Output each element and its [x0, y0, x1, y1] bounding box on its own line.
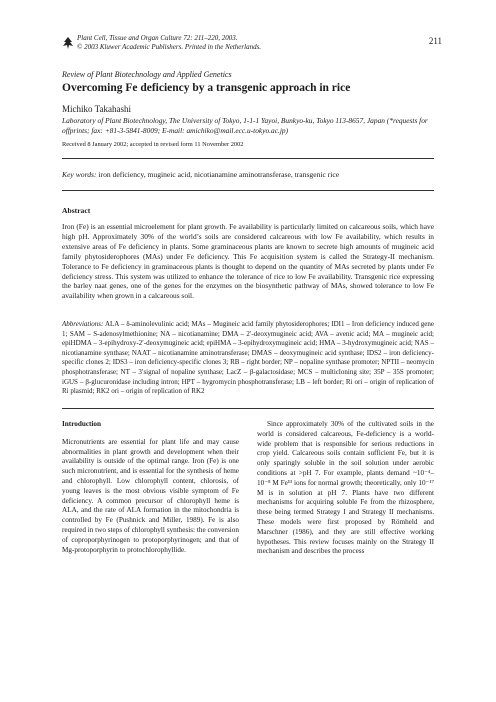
left-column: [62, 420, 239, 555]
abbreviations-label: Abbreviations:: [62, 320, 104, 328]
keywords: [62, 170, 434, 179]
abstract-body: Iron (Fe) is an essential microelement for plant growth. Fe availability is particularly limited on calcareous soils, which have high pH. Approximately 30% of the world’s soils are considered calcareous with low Fe availability, which results in extensive areas of Fe deficiency in plants. Some graminaceous plants are known to secrete high amounts of mugineic acid family phytosiderophores (MAs) under Fe deficiency. This Fe acquisition system is called the Strategy-II mechanism. Tolerance to Fe deficiency in graminaceous plants is thought to depend on the quantity of MAs secreted by plants under Fe deficiency stress. This system was utilized to enhance the tolerance of rice to low Fe availability. Transgenic rice expressing the barley naat genes, one of the genes for the enzymes on the biosynthetic pathway of MAs, showed tolerance to low Fe availability when grown in a calcareous soil.: [62, 222, 434, 301]
keywords-label: Key words:: [62, 170, 97, 179]
divider: [62, 408, 434, 409]
affiliation: Laboratory of Plant Biotechnology, The University of Tokyo, 1-1-1 Yayoi, Bunkyo-ku, Tokyo 113-8657, Japan (*requests for offprints; fax: +81-3-5841-8009; E-mail: amichiko@mail.ecc.u-tokyo.ac.jp): [62, 116, 428, 135]
page-header: [62, 34, 442, 60]
page-number: 211: [428, 36, 442, 46]
divider: [62, 158, 434, 159]
divider: [62, 190, 434, 191]
introduction-heading: Introduction: [62, 420, 102, 428]
journal-citation: [77, 34, 261, 52]
abstract-heading: Abstract: [62, 206, 91, 215]
abbreviations: [62, 320, 434, 397]
keywords-text: iron deficiency, mugineic acid, nicotianamine aminotransferase, transgenic rice: [98, 170, 340, 179]
publisher-logo-icon: [62, 36, 74, 50]
author: Michiko Takahashi: [62, 104, 131, 114]
journal-line-1: Plant Cell, Tissue and Organ Culture 72: 211–220, 2003.: [77, 34, 238, 42]
section-label: Review of Plant Biotechnology and Applied Genetics: [62, 70, 232, 79]
intro-paragraph-right: Since approximately 30% of the cultivated soils in the world is considered calcareous, Fe-deficiency is a world-wide problem that is responsible for serious reductions in crop yield. Calcareous soils contain sufficient Fe, but it is only sparingly soluble in the soil solution under aerobic conditions at >pH 7. For example, plants demand ~10⁻⁴–10⁻⁸ M Feᴵᴵᴵ ions for normal growth; theoretically, only 10⁻¹⁷ M is in solution at pH 7. Plants have two different mechanisms for acquiring soluble Fe from the rhizosphere, these being termed Strategy I and Strategy II mechanisms. These models were first proposed by Römheld and Marschner (1986), and they are still effective working hypotheses. This review focuses mainly on the Strategy II mechanism and describes the process: [257, 420, 434, 556]
journal-line-2: © 2003 Kluwer Academic Publishers. Printed in the Netherlands.: [77, 43, 262, 51]
right-column: [257, 420, 434, 557]
received-date: Received 8 January 2002; accepted in revised form 11 November 2002: [62, 141, 244, 148]
article-title: Overcoming Fe deficiency by a transgenic approach in rice: [62, 82, 351, 94]
abbreviations-text: ALA – δ-aminolevulinic acid; MAs – Mugineic acid family phytosiderophores; IDI1 – Iron deficiency induced gene 1; SAM – S-adenosylmethionine; NA – nicotianamine; DMA – 2′-deoxymugineic acid; AVA – avenic acid; MA – mugineic acid; epiHDMA – 3-epihydroxy-2′-deoxymugineic acid; epiHMA – 3-epihydroxymugineic acid; HMA – 3-hydroxymugineic acid; NAS – nicotianamine synthase; NAAT – nicotianamine aminotransferase; DMAS – deoxymugineic acid synthase; IDS2 – iron deficiency-specific clones 2; IDS3 – iron deficiency-specific clones 3; RB – right border; NP – nopaline synthase promoter; NPTII – neomycin phosphotransferase; NT – 3′signal of nopaline synthase; LacZ – β-galactosidase; MCS – multicloning site; 35P – 35S promoter; iGUS – β-glucuronidase including intron; HPT – hygromycin phosphotransferase; LB – left border; Ri ori – origin of replication of Ri plasmid; RK2 ori – origin of replication of RK2: [62, 320, 434, 396]
intro-paragraph-left: Micronutrients are essential for plant life and may cause abnormalities in plant growth and development when their availability is outside of the optimal range. Iron (Fe) is one such micronutrient, and is essential for the synthesis of heme and chlorophyll. Low chlorophyll content, chlorosis, of young leaves is the most obvious visible symptom of Fe deficiency. A common precursor of chlorophyll heme is ALA, and the rate of ALA formation in the mitochondria is controlled by Fe (Pushnick and Miller, 1989). Fe is also required in two steps of chlorophyll synthesis: the conversion of coproporphyrinogen to protoporphyrinogen; and that of Mg-protoporphyrin to protochlorophyllide.: [62, 437, 239, 554]
